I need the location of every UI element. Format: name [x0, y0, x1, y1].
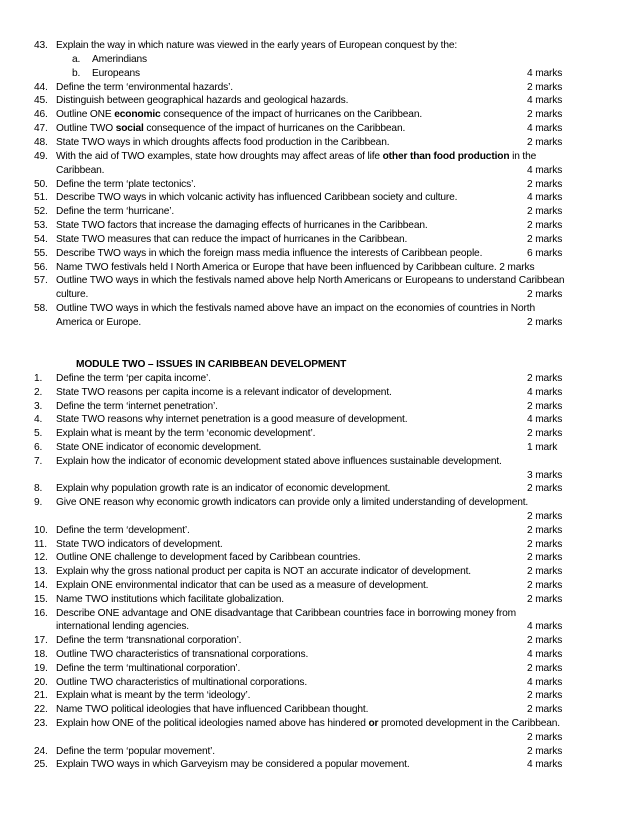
question-text: culture. [56, 289, 89, 301]
question-row [0, 247, 638, 261]
question-row [0, 482, 638, 496]
question-number: 43. [34, 40, 48, 51]
question-number: 47. [34, 123, 48, 135]
question-row [0, 427, 638, 441]
question-number: 1. [34, 373, 43, 384]
question-marks: 4 marks [527, 621, 563, 633]
question-text: State ONE indicator of economic development. [56, 442, 262, 453]
question-number: 19. [34, 662, 48, 674]
question-marks: 2 marks [527, 373, 563, 384]
question-number: 13. [34, 566, 48, 578]
question-row [0, 94, 638, 108]
question-number: 12. [34, 552, 48, 564]
question-text: State TWO measures that can reduce the impact of hurricanes in the Caribbean. [56, 233, 408, 245]
question-row [0, 441, 638, 455]
question-text: international lending agencies. [56, 621, 189, 633]
question-marks: 4 marks [527, 123, 563, 135]
question-text-part: Outline ONE [56, 109, 115, 121]
question-number: 9. [34, 497, 43, 509]
question-emphasis: social [115, 123, 144, 135]
question-row [0, 455, 638, 469]
question-marks: 4 marks [527, 386, 563, 398]
question-text [56, 717, 560, 731]
question-text: State TWO ways in which droughts affects food production in the Caribbean. [56, 136, 390, 148]
question-text: State TWO reasons per capita income is a relevant indicator of development. [56, 386, 392, 398]
question-marks: 2 marks [527, 745, 563, 757]
question-text: Europeans [92, 67, 140, 79]
question-row [0, 261, 638, 275]
question-marks: 2 marks [527, 136, 563, 148]
question-row [0, 496, 638, 510]
question-marks: 2 marks [527, 690, 563, 702]
question-text-part: promoted development in the Caribbean. [378, 718, 560, 729]
question-text: Explain ONE environmental indicator that can be used as a measure of development. [56, 580, 429, 591]
question-text [56, 150, 536, 164]
question-text-part: in the [509, 150, 537, 162]
question-text: Define the term ‘popular movement’. [56, 745, 215, 757]
question-row [0, 758, 638, 772]
question-marks: 2 marks [527, 566, 563, 578]
question-marks: 2 marks [527, 552, 563, 564]
question-number: 14. [34, 580, 48, 591]
question-continuation [0, 469, 638, 483]
question-row [0, 136, 638, 150]
question-number: 7. [34, 455, 43, 467]
question-text: Explain the way in which nature was viewed in the early years of European conquest by the: [56, 40, 458, 51]
question-subitem [0, 67, 638, 81]
question-text: Explain what is meant by the term ‘ideology’. [56, 690, 251, 702]
question-number: 5. [34, 428, 43, 440]
question-text: Explain why the gross national product per capita is NOT an accurate indicator of development. [56, 566, 471, 578]
question-marks: 4 marks [527, 192, 563, 204]
question-row [0, 302, 638, 316]
question-text: Caribbean. [56, 164, 105, 176]
question-number: 52. [34, 206, 48, 218]
question-text: Define the term ‘environmental hazards’. [56, 81, 233, 93]
question-text: America or Europe. [56, 317, 142, 328]
question-row [0, 593, 638, 607]
question-text: Explain what is meant by the term ‘economic development’. [56, 428, 316, 440]
question-marks: 4 marks [527, 414, 563, 426]
question-marks: 4 marks [527, 164, 563, 176]
question-marks: 2 marks [527, 580, 563, 591]
question-marks: 2 marks [527, 731, 563, 743]
question-marks: 2 marks [527, 206, 563, 218]
question-number: 6. [34, 442, 43, 453]
question-row [0, 538, 638, 552]
question-number: 8. [34, 483, 43, 495]
question-marks: 2 marks [527, 511, 563, 522]
question-row [0, 191, 638, 205]
question-continuation [0, 164, 638, 178]
question-number: 46. [34, 109, 48, 121]
question-text: Define the term ‘per capita income’. [56, 373, 211, 384]
question-number: 58. [34, 303, 48, 315]
question-text: Distinguish between geographical hazards and geological hazards. [56, 95, 349, 107]
question-marks: 2 marks [527, 704, 563, 716]
question-marks: 2 marks [527, 524, 563, 536]
question-row [0, 400, 638, 414]
question-number: 21. [34, 690, 48, 702]
question-number: 24. [34, 745, 48, 757]
question-number: 23. [34, 718, 48, 729]
question-text: Explain how the indicator of economic development stated above influences sustainable development. [56, 455, 502, 467]
question-number: b. [72, 67, 81, 79]
question-row [0, 39, 638, 53]
question-number: 44. [34, 81, 48, 93]
question-row [0, 413, 638, 427]
question-continuation [0, 316, 638, 330]
question-marks: 2 marks [527, 400, 563, 412]
question-number: 2. [34, 386, 43, 398]
question-row [0, 122, 638, 136]
question-text: State TWO factors that increase the damaging effects of hurricanes in the Caribbean. [56, 220, 428, 232]
question-marks: 2 marks [527, 81, 563, 93]
question-text: Name TWO political ideologies that have influenced Caribbean thought. [56, 704, 369, 716]
question-row [0, 648, 638, 662]
question-number: 48. [34, 136, 48, 148]
question-number: 50. [34, 178, 48, 190]
question-row [0, 178, 638, 192]
question-number: 15. [34, 593, 48, 605]
question-text: Define the term ‘plate tectonics’. [56, 178, 196, 190]
question-text: Define the term ‘transnational corporation’. [56, 635, 242, 647]
question-marks: 2 marks [527, 289, 563, 301]
question-marks: 2 marks [527, 109, 563, 121]
question-text: Define the term ‘internet penetration’. [56, 400, 218, 412]
question-row [0, 108, 638, 122]
question-marks: 4 marks [527, 759, 563, 771]
question-text: Define the term ‘development’. [56, 524, 190, 536]
question-row [0, 676, 638, 690]
question-row [0, 662, 638, 676]
question-marks: 4 marks [527, 95, 563, 107]
question-row [0, 551, 638, 565]
question-row [0, 565, 638, 579]
question-marks: 2 marks [527, 178, 563, 190]
question-text: Describe ONE advantage and ONE disadvantage that Caribbean countries face in borrowing money from [56, 607, 516, 619]
question-row [0, 233, 638, 247]
question-row [0, 524, 638, 538]
question-text: Describe TWO ways in which the foreign mass media influence the interests of Caribbean people. [56, 247, 483, 259]
question-marks: 6 marks [527, 247, 563, 259]
question-row [0, 634, 638, 648]
question-row [0, 745, 638, 759]
question-text-part: Outline TWO [56, 123, 116, 135]
question-marks: 2 marks [527, 317, 563, 328]
question-text-part: consequence of the impact of hurricanes on the Caribbean. [143, 123, 406, 135]
question-text: State TWO reasons why internet penetration is a good measure of development. [56, 414, 408, 426]
question-row [0, 205, 638, 219]
question-number: 3. [34, 400, 43, 412]
question-row [0, 607, 638, 621]
question-marks: 4 marks [527, 676, 563, 688]
question-continuation [0, 510, 638, 524]
question-number: 10. [34, 524, 48, 536]
question-marks: 1 mark [527, 442, 558, 453]
question-number: 17. [34, 635, 48, 647]
question-text: Explain why population growth rate is an indicator of economic development. [56, 483, 391, 495]
question-number: 49. [34, 150, 48, 162]
question-subitem [0, 53, 638, 67]
question-row [0, 386, 638, 400]
question-marks: 2 marks [527, 483, 563, 495]
question-marks: 2 marks [527, 428, 563, 440]
question-number: 16. [34, 607, 48, 619]
module-heading: MODULE TWO – ISSUES IN CARIBBEAN DEVELOPMENT [76, 359, 347, 370]
question-marks: 2 marks [527, 635, 563, 647]
question-text [56, 122, 405, 136]
question-text: State TWO indicators of development. [56, 538, 223, 550]
question-number: 4. [34, 414, 43, 426]
question-text: Explain TWO ways in which Garveyism may be considered a popular movement. [56, 759, 410, 771]
question-row [0, 219, 638, 233]
question-continuation [0, 288, 638, 302]
question-row [0, 372, 638, 386]
question-marks: 2 marks [527, 220, 563, 232]
question-number: 57. [34, 275, 48, 287]
question-text: Define the term ‘multinational corporation’. [56, 662, 241, 674]
question-number: 20. [34, 676, 48, 688]
question-number: 25. [34, 759, 48, 771]
question-number: 45. [34, 95, 48, 107]
question-continuation [0, 620, 638, 634]
question-text: Outline ONE challenge to development faced by Caribbean countries. [56, 552, 361, 564]
question-row [0, 717, 638, 731]
question-marks: 2 marks [527, 233, 563, 245]
question-text-part: Explain how ONE of the political ideologies named above has hindered [56, 718, 369, 729]
question-text: Outline TWO characteristics of transnational corporations. [56, 649, 309, 660]
question-marks: 2 marks [527, 662, 563, 674]
question-text: Outline TWO ways in which the festivals named above help North Americans or Europeans to understand Caribbean [56, 275, 565, 287]
question-number: 55. [34, 247, 48, 259]
question-marks: 4 marks [527, 67, 563, 79]
question-text: Define the term ‘hurricane’. [56, 206, 175, 218]
question-marks: 3 marks [527, 469, 563, 481]
question-number: 53. [34, 220, 48, 232]
question-text: Describe TWO ways in which volcanic activity has influenced Caribbean society and culture. [56, 192, 458, 204]
question-marks: 2 marks [527, 538, 563, 550]
question-number: 54. [34, 233, 48, 245]
question-text-part: consequence of the impact of hurricanes on the Caribbean. [160, 109, 423, 121]
question-text [56, 108, 422, 122]
question-row [0, 689, 638, 703]
question-text: Give ONE reason why economic growth indicators can provide only a limited understanding of development. [56, 497, 529, 509]
question-number: 18. [34, 649, 48, 660]
question-text: Name TWO institutions which facilitate globalization. [56, 593, 284, 605]
question-text: Outline TWO characteristics of multinational corporations. [56, 676, 307, 688]
question-marks: 2 marks [527, 593, 563, 605]
question-emphasis: or [368, 718, 379, 729]
question-continuation [0, 731, 638, 745]
question-text-part: With the aid of TWO examples, state how droughts may affect areas of life [56, 150, 383, 162]
question-number: 51. [34, 192, 48, 204]
question-emphasis: economic [114, 109, 161, 121]
question-row [0, 703, 638, 717]
question-row [0, 579, 638, 593]
question-number: 56. [34, 261, 48, 273]
question-number: 22. [34, 704, 48, 716]
question-text: Name TWO festivals held I North America or Europe that have been influenced by Caribbean culture. 2 marks [56, 261, 535, 273]
question-marks: 4 marks [527, 649, 563, 660]
question-emphasis: other than food production [382, 150, 510, 162]
question-text: Amerindians [92, 53, 147, 65]
question-text: Outline TWO ways in which the festivals named above have an impact on the economies of countries in North [56, 303, 535, 315]
question-number: 11. [34, 538, 47, 550]
question-row [0, 81, 638, 95]
question-row [0, 150, 638, 164]
question-number: a. [72, 53, 81, 65]
question-row [0, 274, 638, 288]
